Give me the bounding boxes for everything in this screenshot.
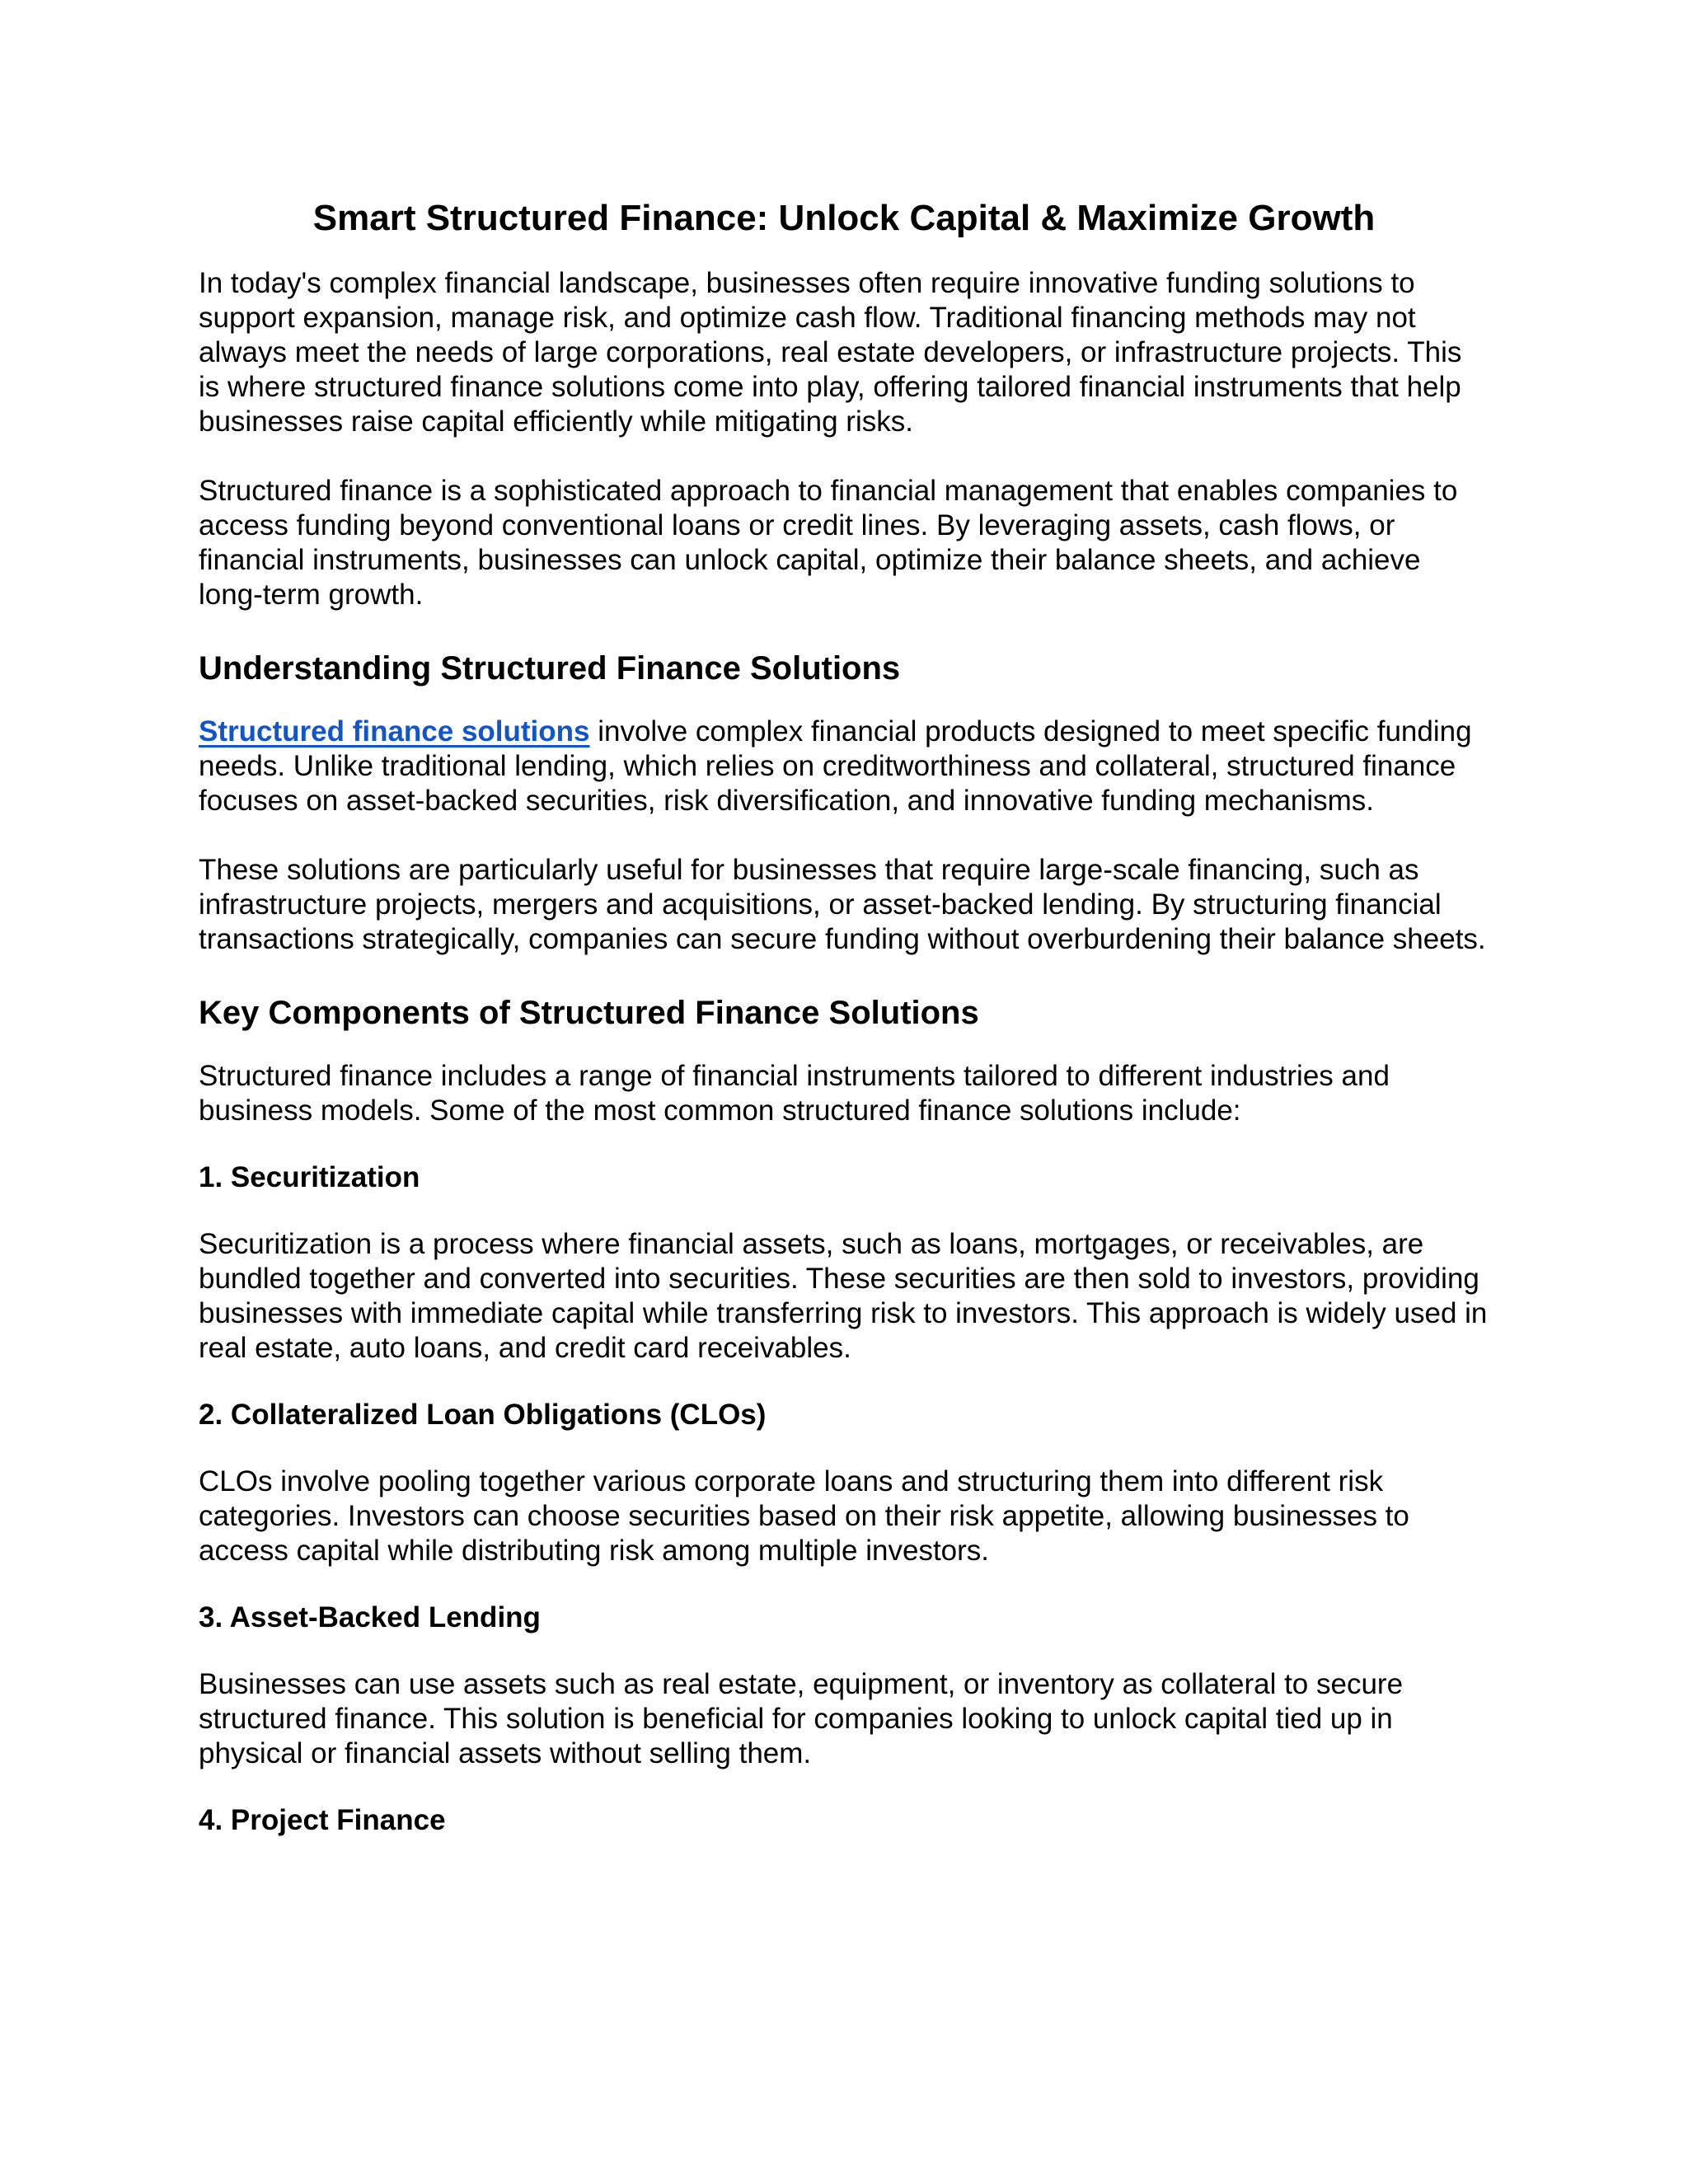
subheading-clos: 2. Collateralized Loan Obligations (CLOs) (199, 1399, 767, 1431)
asset-backed-lending-paragraph: Businesses can use assets such as real estate, equipment, or inventory as collateral to secure structured finance. This solution is beneficial for companies looking to unlock capital tied up in physical or financial assets without selling them. (199, 1668, 1404, 1769)
section-heading-components: Key Components of Structured Finance Solutions (199, 995, 979, 1031)
intro-paragraph-1: In today's complex financial landscape, businesses often require innovative funding solutions to support expansion, manage risk, and optimize cash flow. Traditional financing methods may not always meet the needs of large corporations, real estate developers, or infrastructure projects. This is where structured finance solutions come into play, offering tailored financial instruments that help businesses raise capital efficiently while mitigating risks. (199, 267, 1462, 438)
understanding-paragraph-1-text: involve complex financial products designed to meet specific funding needs. Unlike traditional lending, which relies on creditworthiness and collateral, structured finance focuses on asset-backed securities, risk diversification, and innovative funding mechanisms. (199, 715, 1472, 817)
securitization-paragraph: Securitization is a process where financial assets, such as loans, mortgages, or receivables, are bundled together and converted into securities. These securities are then sold to investors, providing businesses with immediate capital while transferring risk to investors. This approach is widely used in real estate, auto loans, and credit card receivables. (199, 1228, 1488, 1364)
understanding-paragraph-2: These solutions are particularly useful for businesses that require large-scale financing, such as infrastructure projects, mergers and acquisitions, or asset-backed lending. By structuring financial transactions strategically, companies can secure funding without overburdening their balance sheets. (199, 854, 1486, 955)
understanding-paragraph-1 (199, 715, 1489, 818)
document-content (199, 192, 1489, 1839)
section-heading-understanding: Understanding Structured Finance Solutions (199, 650, 901, 687)
components-intro-paragraph: Structured finance includes a range of financial instruments tailored to different industries and business models. Some of the most common structured finance solutions include: (199, 1060, 1390, 1127)
subheading-project-finance: 4. Project Finance (199, 1804, 446, 1836)
subheading-asset-backed-lending: 3. Asset-Backed Lending (199, 1601, 541, 1633)
intro-paragraph-2: Structured finance is a sophisticated approach to financial management that enables companies to access funding beyond conventional loans or credit lines. By leveraging assets, cash flows, or financial instruments, businesses can unlock capital, optimize their balance sheets, and achieve long-term growth. (199, 475, 1458, 611)
structured-finance-solutions-link[interactable]: Structured finance solutions (199, 715, 590, 748)
subheading-securitization: 1. Securitization (199, 1161, 420, 1193)
clos-paragraph: CLOs involve pooling together various corporate loans and structuring them into different risk categories. Investors can choose securities based on their risk appetite, allowing businesses to access capital while distributing risk among multiple investors. (199, 1465, 1409, 1567)
document-title: Smart Structured Finance: Unlock Capital & Maximize Growth (312, 198, 1376, 238)
